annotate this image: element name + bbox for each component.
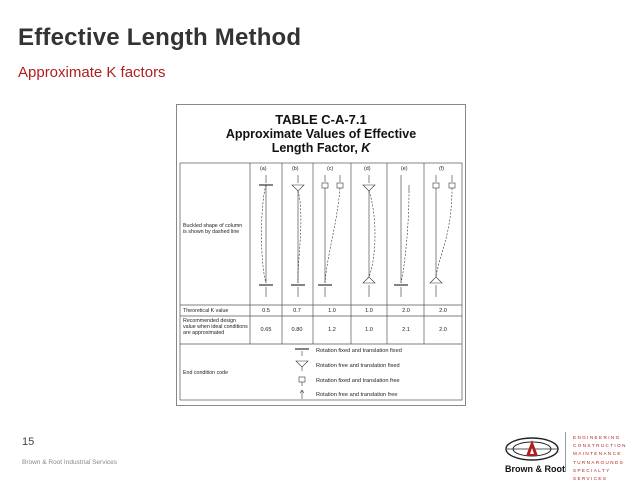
column-label-a: (a) (260, 166, 267, 172)
page-number: 15 (22, 436, 35, 448)
theoretical-k-a: 0.5 (262, 308, 270, 314)
theoretical-k-b: 0.7 (293, 308, 301, 314)
table-caption-line-3-prefix: Length Factor, (271, 141, 362, 155)
theoretical-k-c: 1.0 (328, 308, 336, 314)
legend-rotation-fixed-translation-free: Rotation fixed and translation free (316, 378, 400, 384)
theoretical-k-f: 2.0 (439, 308, 447, 314)
service-maintenance: MAINTENANCE (573, 451, 622, 457)
column-label-d: (d) (364, 166, 371, 172)
service-specialty: SPECIALTY SERVICES (573, 467, 611, 482)
service-engineering: ENGINEERING (573, 435, 621, 440)
table-caption-number: TABLE C-A-7.1 (275, 112, 367, 127)
end-condition-symbols (177, 105, 465, 405)
column-label-e: (e) (401, 166, 408, 172)
brown-root-wordmark: Brown & Root (505, 464, 565, 474)
row-label-buckled-shape: Buckled shape of column is shown by dashed line (183, 223, 243, 235)
column-label-c: (c) (327, 166, 334, 172)
recommended-k-f: 2.0 (439, 327, 447, 333)
row-label-end-condition: End condition code (183, 370, 229, 376)
service-turnarounds: TURNAROUNDS (573, 459, 625, 465)
recommended-k-c: 1.2 (328, 327, 336, 333)
services-list (573, 434, 638, 483)
service-construction: CONSTRUCTION (573, 443, 627, 449)
theoretical-k-d: 1.0 (365, 308, 373, 314)
row-label-theoretical-k: Theoretical K value (183, 308, 229, 314)
recommended-k-b: 0.80 (291, 327, 303, 333)
column-label-f: (f) (439, 166, 444, 172)
k-factor-table-figure (176, 104, 466, 406)
brown-root-logo-icon (504, 436, 560, 462)
recommended-k-e: 2.1 (402, 327, 410, 333)
legend-rotation-free-translation-free: Rotation free and translation free (316, 392, 398, 398)
slide-title: Effective Length Method (18, 24, 302, 51)
legend-rotation-fixed-translation-fixed: Rotation fixed and translation fixed (316, 348, 402, 354)
table-caption-line-2: Approximate Values of Effective (225, 127, 417, 141)
theoretical-k-e: 2.0 (402, 308, 410, 314)
table-caption-k-symbol: K (361, 141, 371, 155)
legend-rotation-free-translation-fixed: Rotation free and translation fixed (316, 363, 400, 369)
slide-subtitle: Approximate K factors (18, 64, 166, 81)
column-label-b: (b) (292, 166, 299, 172)
logo-divider (565, 432, 566, 472)
footer-company: Brown & Root Industrial Services (22, 459, 118, 466)
recommended-k-d: 1.0 (365, 327, 373, 333)
row-label-recommended: Recommended design value when ideal conditions are approximated (183, 318, 248, 336)
recommended-k-a: 0.65 (260, 327, 272, 333)
